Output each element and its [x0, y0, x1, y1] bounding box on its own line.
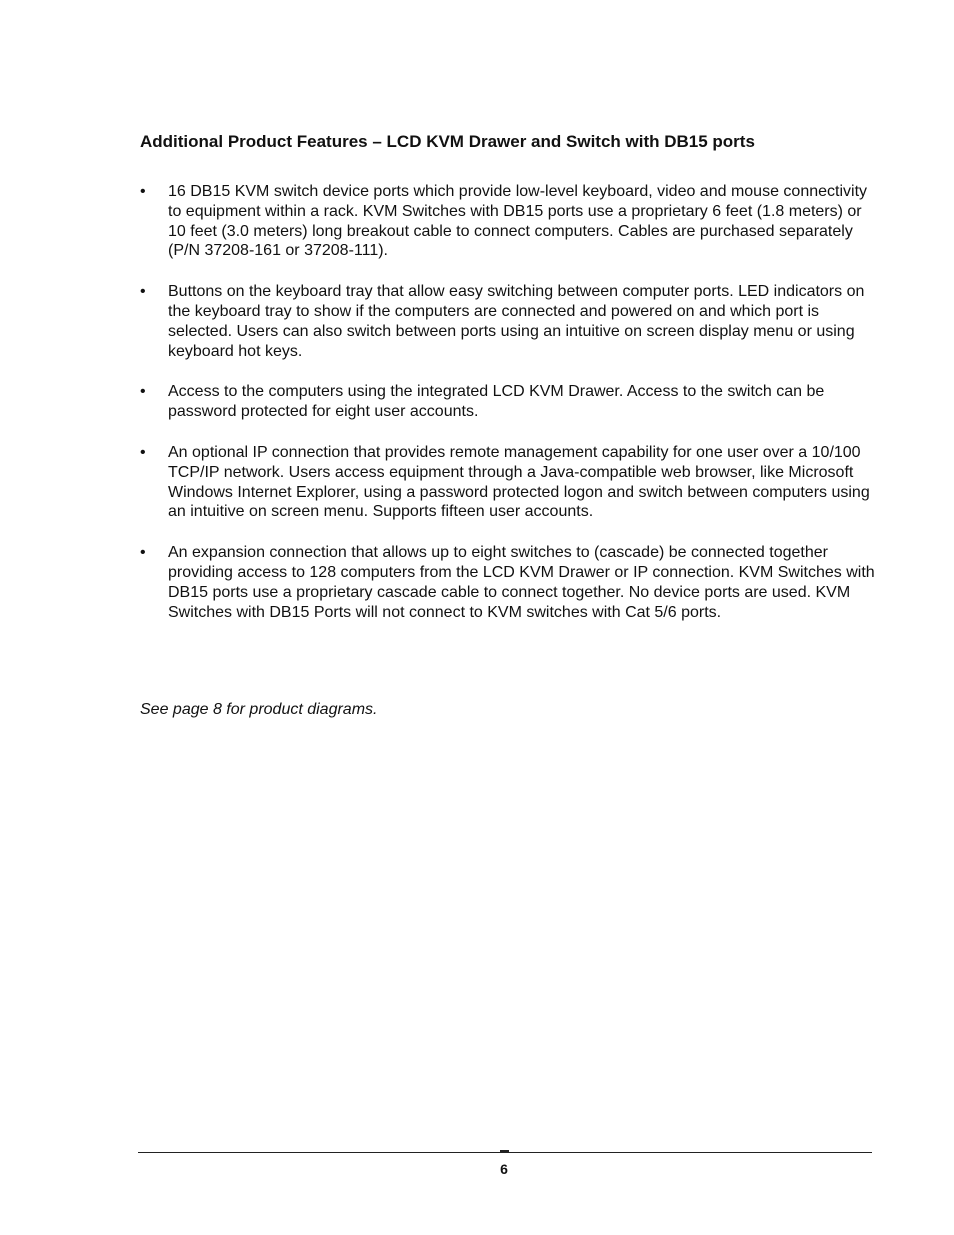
feature-text: Access to the computers using the integrated LCD KVM Drawer. Access to the switch can be password protected for eight user accounts. — [168, 383, 825, 421]
footer-tick-mark — [500, 1150, 509, 1152]
bullet-icon: • — [140, 283, 146, 301]
bullet-icon: • — [140, 183, 146, 200]
bullet-icon: • — [140, 544, 146, 562]
footer-divider — [138, 1152, 872, 1153]
feature-item — [140, 282, 875, 361]
feature-item — [140, 382, 875, 422]
bullet-icon: • — [140, 383, 146, 401]
feature-text: Buttons on the keyboard tray that allow easy switching between computer ports. LED indicators on the keyboard tray to show if the computers are connected and powered on and which port is selected. Users can also switch between ports using an intuitive on screen display menu or using keyboard hot keys. — [168, 283, 865, 360]
diagram-reference-note: See page 8 for product diagrams. — [140, 701, 378, 718]
feature-item — [140, 182, 875, 261]
feature-list — [140, 182, 875, 643]
feature-item — [140, 543, 875, 622]
feature-text: 16 DB15 KVM switch device ports which provide low-level keyboard, video and mouse connectivity to equipment within a rack. KVM Switches with DB15 ports use a proprietary 6 feet (1.8 meters) or 10 feet (3.0 meters) long breakout cable to connect computers. Cables are purchased separately (P/N 37208-161 or 37208-111). — [168, 183, 868, 260]
section-heading: Additional Product Features – LCD KVM Drawer and Switch with DB15 ports — [140, 132, 755, 151]
feature-item — [140, 443, 875, 522]
feature-text: An expansion connection that allows up to eight switches to (cascade) be connected together providing access to 128 computers from the LCD KVM Drawer or IP connection. KVM Switches with DB15 ports use a proprietary cascade cable to connect together. No device ports are used. KVM Switches with DB15 Ports will not connect to KVM switches with Cat 5/6 ports. — [168, 544, 875, 621]
page-number: 6 — [500, 1161, 508, 1177]
bullet-icon: • — [140, 443, 146, 461]
feature-text: An optional IP connection that provides remote management capability for one user over a 10/100 TCP/IP network. Users access equipment through a Java-compatible web browser, like Microsoft Windows Internet Explorer, using a password protected logon and switch between computers using an intuitive on screen menu. Supports fifteen user accounts. — [168, 443, 870, 521]
